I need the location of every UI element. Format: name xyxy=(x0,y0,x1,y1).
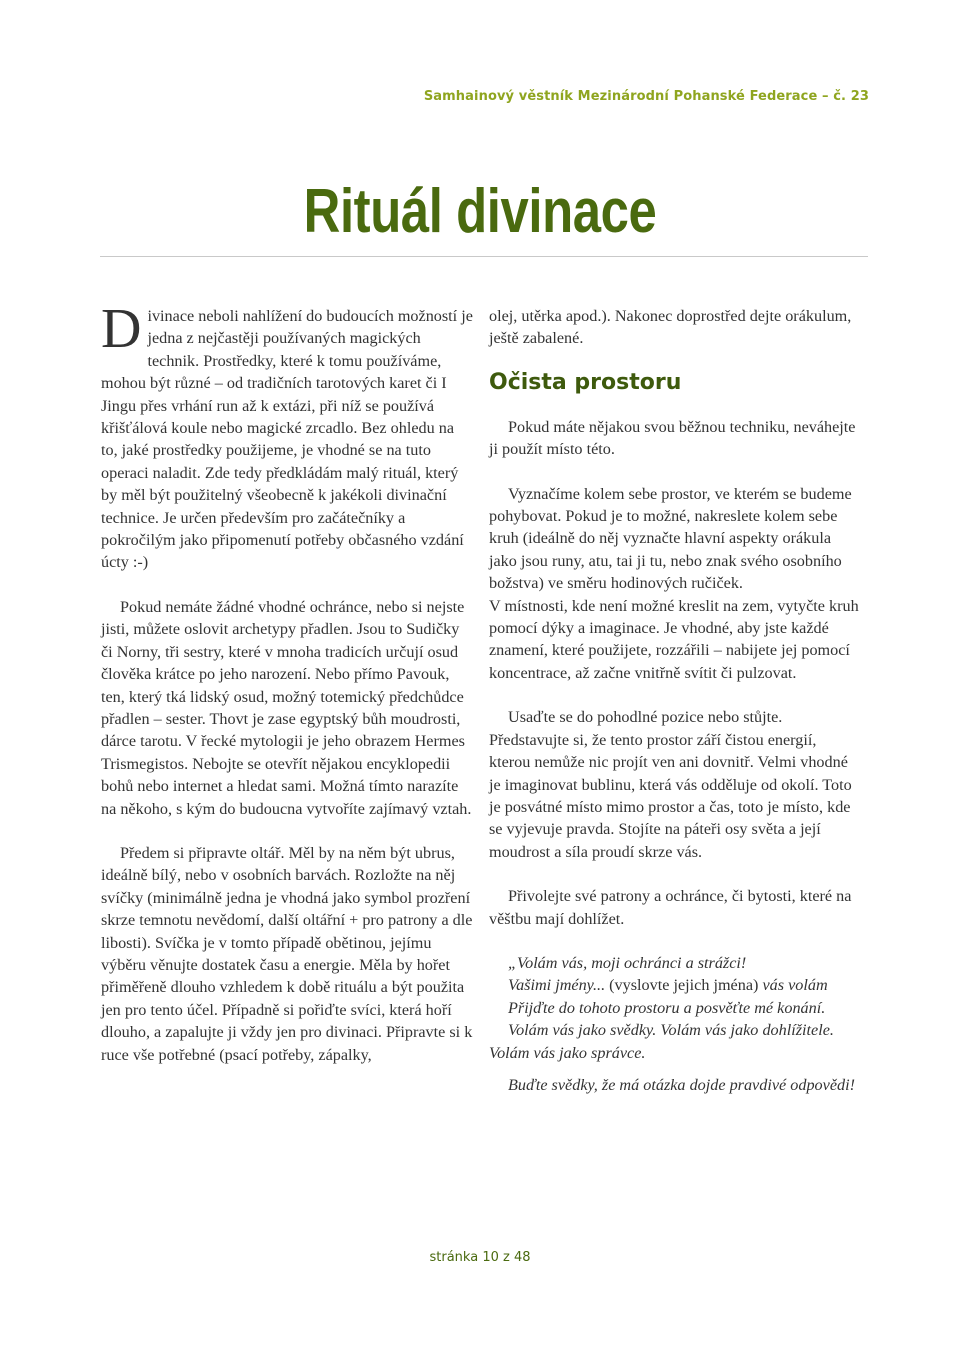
paragraph-oracle: olej, utěrka apod.). Nakonec doprostřed dejte orákulum, ještě zabalené. xyxy=(489,307,852,348)
paragraph-circle: Vyznačíme kolem sebe prostor, ve kterém se budeme pohybovat. Pokud je to možné, nakreslete kolem sebe kruh (ideálně do něj vyznačte hlavní aspekty orákula jako jsou runy, atu, tai ji tu, nebo znak svého osobního božstva) ve směru hodinových ručiček. xyxy=(489,484,852,593)
intro-text: ivinace neboli nahlížení do budoucích možností je jedna z nejčastěji používaných magických technik. Prostředky, které k tomu používáme, mohou být různé – od tradičních tarotových karet či I Jingu přes vrhání run až k extázi, při níž se používá křišťálová koule nebo magické zrcadlo. Bez ohledu na to, jaké prostředky použijeme, je vhodné se na tuto operaci naladit. Zde tedy předkládám malý rituál, který by měl být použitelný všeobecně k jakékoli divinační technice. Je určen především pro začátečníky a pokročilým jako připomenutí potřeby občasného vzdání úcty :-) xyxy=(101,307,473,572)
paragraph-invoke: Přivolejte své patrony a ochránce, či bytosti, které na věštbu mají dohlížet. xyxy=(489,887,852,928)
invocation-line-5: Buďte svědky, že má otázka dojde pravdivé odpovědi! xyxy=(508,1075,855,1094)
section-heading-cleansing: Očista prostoru xyxy=(489,369,682,395)
title-rule xyxy=(100,256,868,257)
paragraph-altar: Předem si připravte oltář. Měl by na něm být ubrus, ideálně bílý, nebo v osobních barvách. Rozložte na něj svíčky (minimálně jedna je vhodná jako symbol prozření skrze temnotu nevědomí, další oltářní + pro patrony a dle libosti). Svíčka je v tomto případě obětinou, jejímu výběru věnujte dostatek času a energie. Měla by hořet přiměřeně dlouho vzhledem k době rituálu a být použita jen pro tento účel. Případně si pořiďte svíci, která hoří dlouho, a zapalujte ji vždy jen pro divinaci. Připravte si k ruce vše potřebné (psací potřeby, zápalky, xyxy=(101,843,473,1064)
invocation-line-1: „Volám vás, moji ochránci a strážci! xyxy=(508,953,747,972)
invocation-names: Vašimi jmény... xyxy=(508,976,606,995)
right-column xyxy=(489,305,861,1096)
left-column xyxy=(101,298,473,1066)
running-header: Samhainový věstník Mezinárodní Pohanské Federace – č. 23 xyxy=(423,89,869,104)
invocation-line-2 xyxy=(489,974,861,996)
intro-paragraph xyxy=(101,298,473,574)
paragraph-room: V místnosti, kde není možné kreslit na zem, vytyčte kruh pomocí dýky a imaginace. Je vhodné, aby jste každé znamení, které použijete, rozzářili – nabijete jej pomocí koncentrace, až začne vnitřně svítit či pulzovat. xyxy=(489,596,859,682)
invocation-line-4: Volám vás jako svědky. Volám vás jako dohlížitele. Volám vás jako správce. xyxy=(489,1021,834,1062)
article-title: Rituál divinace xyxy=(303,177,657,246)
page-number: stránka 10 z 48 xyxy=(429,1250,531,1265)
paragraph-technique: Pokud máte nějakou svou běžnou techniku, neváhejte ji použít místo této. xyxy=(489,417,856,459)
dropcap: D xyxy=(101,298,142,360)
invocation-line-3: Přijďte do tohoto prostoru a posvěťte mé konání. xyxy=(508,998,826,1017)
paragraph-energy: Usaďte se do pohodlné pozice nebo stůjte. Představujte si, že tento prostor září čistou energií, kterou nemůže nic projít ven ani dovnitř. Velmi vhodné je imaginovat bublinu, která vás odděluje od okolí. Toto je posvátné místo mimo prostor a čas, toto je místo, kde se vyjevuje pravda. Stojíte na páteři osy světa a její moudrost a síla proudí skrze vás. xyxy=(489,708,852,861)
paragraph-guardians: Pokud nemáte žádné vhodné ochránce, nebo si nejste jisti, můžete oslovit archetypy přadlen. Jsou to Sudičky či Norny, tři sestry, které v mnoha tradicích určují osud člověka krátce po jeho narození. Nebo přímo Pavouk, ten, který tká lidský osud, možný totemický předchůdce přadlen – sester. Thovt je zase egyptský bůh moudrosti, dárce tarotu. V řecké mytologii je jeho obrazem Hermes Trismegistos. Nebojte se otevřít nějakou encyklopedii bohů nebo internet a hledat sami. Možná tímto narazíte na někoho, s kým do budoucna vytvoříte zajímavý vztah. xyxy=(101,597,472,818)
invocation-call: vás volám xyxy=(762,976,828,995)
invocation-instruction: (vyslovte jejich jména) xyxy=(605,976,763,995)
